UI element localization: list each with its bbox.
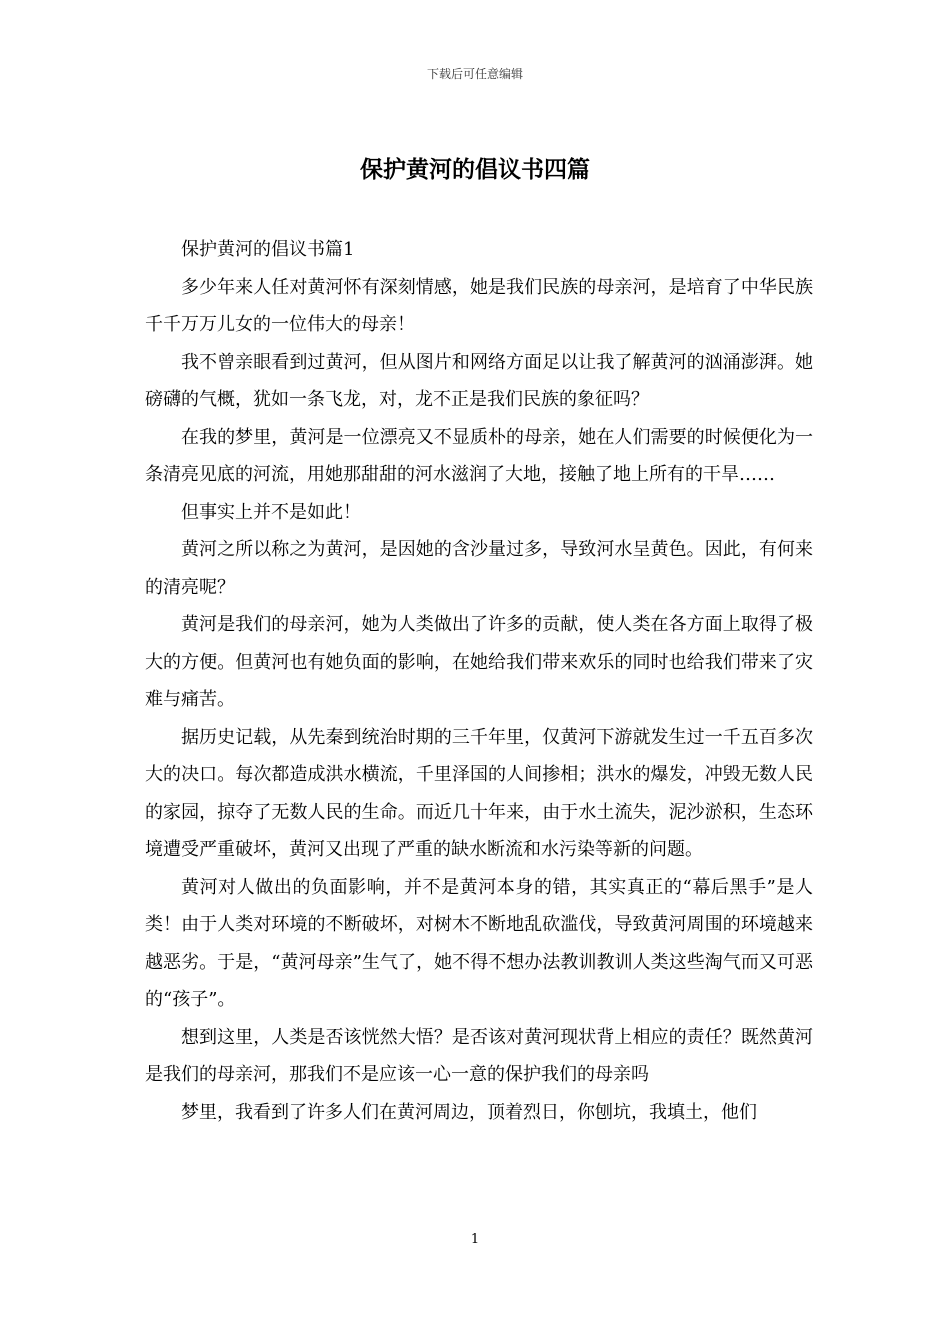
document-body (145, 231, 813, 1131)
paragraph: 我不曾亲眼看到过黄河，但从图片和网络方面足以让我了解黄河的汹涌澎湃。她磅礴的气概，犹如一条飞龙，对，龙不正是我们民族的象征吗？ (145, 351, 813, 410)
paragraph: 黄河之所以称之为黄河，是因她的含沙量过多，导致河水呈黄色。因此，有何来的清亮呢？ (145, 539, 813, 598)
paragraph: 梦里，我看到了许多人们在黄河周边，顶着烈日，你刨坑，我填土，他们 (181, 1101, 757, 1123)
paragraph: 多少年来人任对黄河怀有深刻情感，她是我们民族的母亲河，是培育了中华民族千千万万儿女的一位伟大的母亲！ (145, 276, 813, 335)
paragraph: 想到这里，人类是否该恍然大悟？是否该对黄河现状背上相应的责任？既然黄河是我们的母亲河，那我们不是应该一心一意的保护我们的母亲吗 (145, 1026, 813, 1085)
paragraph: 据历史记载，从先秦到统治时期的三千年里，仅黄河下游就发生过一千五百多次大的决口。每次都造成洪水横流，千里泽国的人间掺相；洪水的爆发，冲毁无数人民的家园，掠夺了无数人民的生命。而近几十年来，由于水土流失，泥沙淤积，生态环境遭受严重破坏，黄河又出现了严重的缺水断流和水污染等新的问题。 (145, 726, 813, 860)
paragraph: 黄河是我们的母亲河，她为人类做出了许多的贡献，使人类在各方面上取得了极大的方便。但黄河也有她负面的影响，在她给我们带来欢乐的同时也给我们带来了灾难与痛苦。 (145, 614, 813, 710)
document-title: 保护黄河的倡议书四篇 (360, 156, 590, 183)
section-heading: 保护黄河的倡议书篇1 (181, 239, 355, 260)
paragraph: 黄河对人做出的负面影响，并不是黄河本身的错，其实真正的“幕后黑手”是人类！由于人类对环境的不断破坏，对树木不断地乱砍滥伐，导致黄河周围的环境越来越恶劣。于是，“黄河母亲”生气了，她不得不想办法教训教训人类这些淘气而又可恶的“孩子”。 (145, 876, 813, 1010)
page-number: 1 (470, 1232, 480, 1247)
paragraph: 但事实上并不是如此！ (181, 501, 361, 523)
paragraph: 在我的梦里，黄河是一位漂亮又不显质朴的母亲，她在人们需要的时候便化为一条清亮见底的河流，用她那甜甜的河水滋润了大地，接触了地上所有的干旱…… (145, 426, 813, 485)
header-note: 下载后可任意编辑 (426, 67, 523, 81)
